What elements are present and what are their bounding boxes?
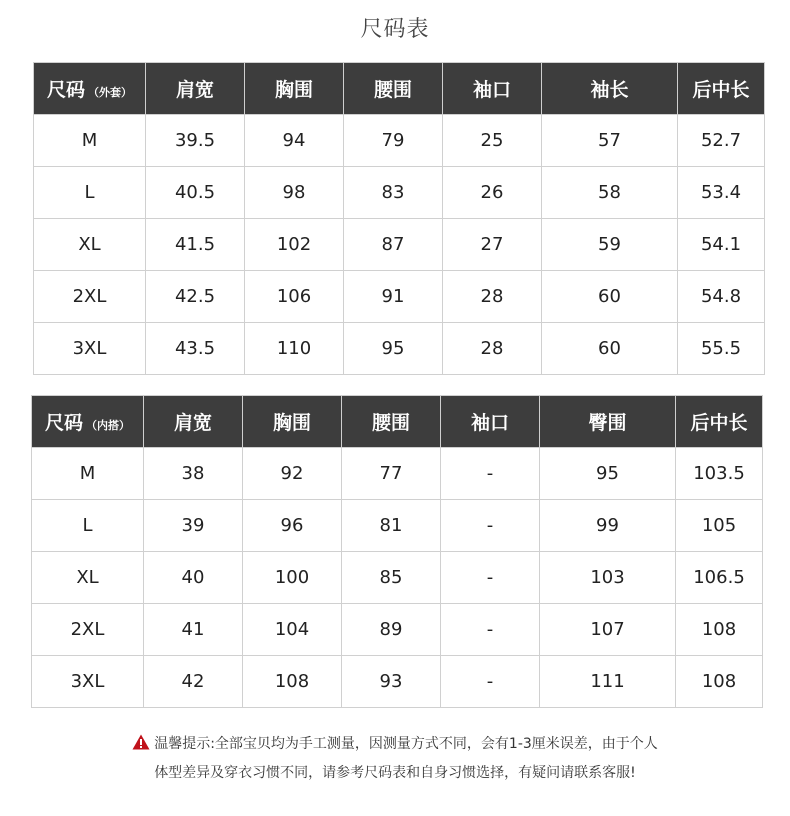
table-cell: 2XL bbox=[34, 271, 146, 323]
table-cell: 99 bbox=[540, 500, 676, 552]
table-cell: M bbox=[32, 448, 144, 500]
table-cell: 91 bbox=[344, 271, 443, 323]
table-cell: 2XL bbox=[32, 604, 144, 656]
table-cell: - bbox=[441, 448, 540, 500]
table-cell: 27 bbox=[443, 219, 542, 271]
table-cell: 60 bbox=[542, 323, 678, 375]
table-cell: 106.5 bbox=[676, 552, 763, 604]
header-shoulder: 肩宽 bbox=[146, 63, 245, 115]
table-cell: 58 bbox=[542, 167, 678, 219]
table-cell: 39 bbox=[144, 500, 243, 552]
table-row bbox=[34, 167, 765, 219]
table-cell: 108 bbox=[676, 656, 763, 708]
header-chest: 胸围 bbox=[243, 396, 342, 448]
table-cell: 106 bbox=[245, 271, 344, 323]
table-row bbox=[34, 323, 765, 375]
header-sleeve: 袖长 bbox=[542, 63, 678, 115]
table-cell: L bbox=[34, 167, 146, 219]
table-cell: 55.5 bbox=[678, 323, 765, 375]
header-size: 尺码 （外套） bbox=[34, 63, 146, 115]
header-back-length: 后中长 bbox=[676, 396, 763, 448]
table-cell: 42.5 bbox=[146, 271, 245, 323]
table-cell: 43.5 bbox=[146, 323, 245, 375]
table-cell: 83 bbox=[344, 167, 443, 219]
table-cell: L bbox=[32, 500, 144, 552]
table-cell: 103.5 bbox=[676, 448, 763, 500]
table-cell: M bbox=[34, 115, 146, 167]
table-header-row bbox=[32, 396, 763, 448]
table-cell: 96 bbox=[243, 500, 342, 552]
table-cell: 94 bbox=[245, 115, 344, 167]
table-cell: 54.8 bbox=[678, 271, 765, 323]
header-size-sub: （外套） bbox=[88, 86, 132, 99]
table-row bbox=[32, 604, 763, 656]
header-hip: 臀围 bbox=[540, 396, 676, 448]
header-chest: 胸围 bbox=[245, 63, 344, 115]
table-cell: 92 bbox=[243, 448, 342, 500]
table-cell: 41 bbox=[144, 604, 243, 656]
table-cell: 85 bbox=[342, 552, 441, 604]
table-cell: 79 bbox=[344, 115, 443, 167]
notice-text-1: 温馨提示:全部宝贝均为手工测量，因测量方式不同，会有1-3厘米误差，由于个人 bbox=[154, 736, 658, 752]
table-cell: 41.5 bbox=[146, 219, 245, 271]
table-cell: 95 bbox=[540, 448, 676, 500]
table-cell: 108 bbox=[243, 656, 342, 708]
table-cell: 108 bbox=[676, 604, 763, 656]
table-cell: 40 bbox=[144, 552, 243, 604]
warning-icon bbox=[132, 734, 150, 750]
table-cell: 38 bbox=[144, 448, 243, 500]
table-cell: 105 bbox=[676, 500, 763, 552]
table-cell: 3XL bbox=[32, 656, 144, 708]
table-cell: 107 bbox=[540, 604, 676, 656]
table-cell: 53.4 bbox=[678, 167, 765, 219]
table-cell: - bbox=[441, 500, 540, 552]
table-cell: 98 bbox=[245, 167, 344, 219]
page-title: 尺码表 bbox=[360, 17, 430, 42]
table-cell: 104 bbox=[243, 604, 342, 656]
table-cell: 81 bbox=[342, 500, 441, 552]
outer-size-table bbox=[33, 62, 765, 375]
table-cell: 3XL bbox=[34, 323, 146, 375]
table-cell: 77 bbox=[342, 448, 441, 500]
table-cell: 40.5 bbox=[146, 167, 245, 219]
table-cell: 110 bbox=[245, 323, 344, 375]
table-cell: 28 bbox=[443, 323, 542, 375]
table-cell: XL bbox=[32, 552, 144, 604]
table-cell: 28 bbox=[443, 271, 542, 323]
table-row bbox=[34, 271, 765, 323]
table-row bbox=[32, 500, 763, 552]
table-cell: 103 bbox=[540, 552, 676, 604]
header-shoulder: 肩宽 bbox=[144, 396, 243, 448]
table-cell: - bbox=[441, 604, 540, 656]
header-back-length: 后中长 bbox=[678, 63, 765, 115]
table-cell: 111 bbox=[540, 656, 676, 708]
table-cell: 57 bbox=[542, 115, 678, 167]
table-cell: 39.5 bbox=[146, 115, 245, 167]
table-row bbox=[32, 656, 763, 708]
table-row bbox=[32, 552, 763, 604]
table-cell: 25 bbox=[443, 115, 542, 167]
table-cell: 95 bbox=[344, 323, 443, 375]
table-cell: XL bbox=[34, 219, 146, 271]
inner-size-table bbox=[31, 395, 763, 708]
header-cuff: 袖口 bbox=[443, 63, 542, 115]
table-cell: - bbox=[441, 656, 540, 708]
table-cell: 52.7 bbox=[678, 115, 765, 167]
notice-line-2: 体型差异及穿衣习惯不同，请参考尺码表和自身习惯选择，有疑问请联系客服! bbox=[154, 765, 636, 781]
table-cell: 89 bbox=[342, 604, 441, 656]
header-size: 尺码 （内搭） bbox=[32, 396, 144, 448]
table-cell: 54.1 bbox=[678, 219, 765, 271]
table-cell: 26 bbox=[443, 167, 542, 219]
table-cell: 42 bbox=[144, 656, 243, 708]
table-cell: 60 bbox=[542, 271, 678, 323]
header-cuff: 袖口 bbox=[441, 396, 540, 448]
table-cell: 87 bbox=[344, 219, 443, 271]
table-row bbox=[34, 219, 765, 271]
header-waist: 腰围 bbox=[342, 396, 441, 448]
table-row bbox=[32, 448, 763, 500]
table-cell: 59 bbox=[542, 219, 678, 271]
header-waist: 腰围 bbox=[344, 63, 443, 115]
table-cell: 93 bbox=[342, 656, 441, 708]
table-cell: 102 bbox=[245, 219, 344, 271]
notice-line-1 bbox=[0, 733, 790, 753]
header-size-sub: （内搭） bbox=[86, 419, 130, 432]
table-header-row bbox=[34, 63, 765, 115]
table-row bbox=[34, 115, 765, 167]
table-cell: 100 bbox=[243, 552, 342, 604]
table-cell: - bbox=[441, 552, 540, 604]
